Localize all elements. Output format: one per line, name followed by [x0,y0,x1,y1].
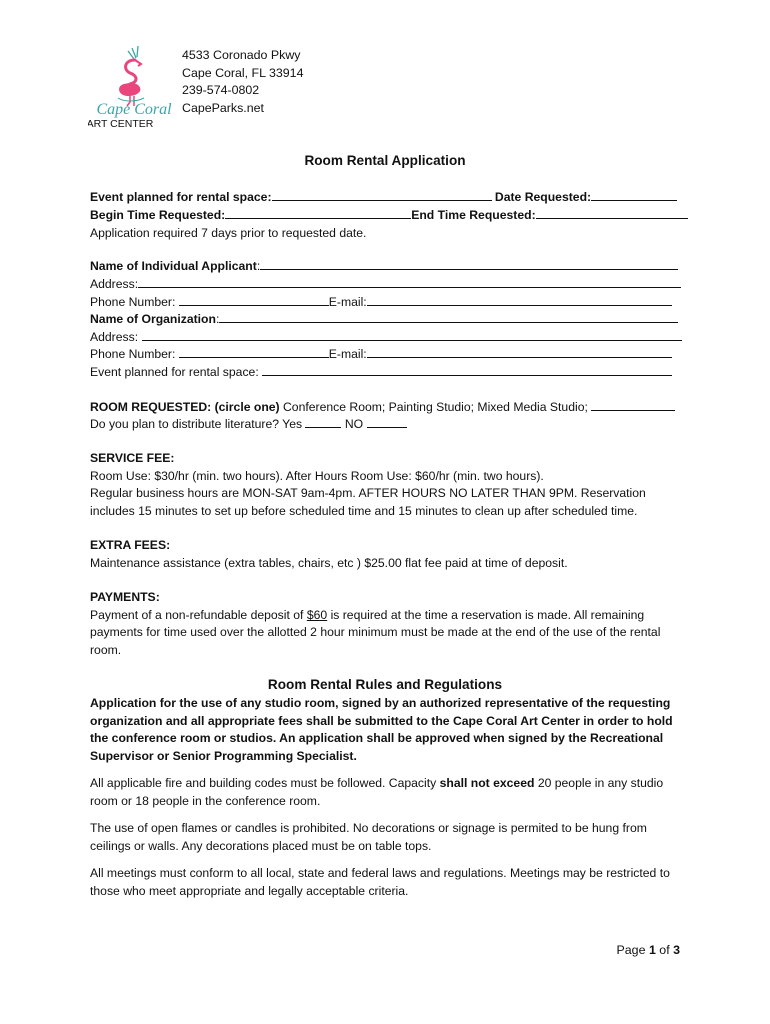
form-title: Room Rental Application [304,153,466,168]
address-block [182,47,303,117]
address-label-2: Address: [90,330,139,344]
capacity-bold: shall not exceed [439,776,535,790]
individual-label: Name of Individual Applicant [90,259,257,273]
rules-title: Room Rental Rules and Regulations [267,677,503,692]
event-planned-line-2 [90,364,682,380]
room-requested-line [90,399,682,415]
page-word: Page [616,943,646,957]
phone-line-2 [90,346,682,362]
organization-label: Name of Organization [90,312,216,326]
capacity-after: 20 people in any studio room or 18 people in the conference room. [90,776,664,808]
service-fee-section [90,450,682,520]
page-total: 3 [673,943,680,957]
event-planned-label-2: Event planned for rental space: [90,365,259,379]
time-line: Begin Time Requested: End Time Requested: [90,207,682,223]
address-field-1[interactable] [138,276,681,288]
event-planned-field[interactable] [272,189,492,201]
literature-question: Do you plan to distribute literature? Yes [90,417,303,431]
room-other-field[interactable] [591,399,675,411]
organization-line: Name of Organization: [90,311,682,327]
literature-no-field[interactable] [367,416,407,428]
rules-intro: Application for the use of any studio room, signed by an authorized representative of the requesting organization and all appropriate fees shall be submitted to the Cape Coral Art Center in order to hold the conference room or studios. An application shall be approved when signed by the Recreational Supervisor or Senior Programming Specialist. [90,696,673,763]
address-line-2 [90,329,682,345]
organization-field[interactable] [219,311,678,323]
address-label: Address: [90,277,139,291]
rules-laws: All meetings must conform to all local, state and federal laws and regulations. Meetings may be restricted to those who meet appropriate and legally acceptable criteria. [90,866,670,898]
rules-flames: The use of open flames or candles is prohibited. No decorations or signage is permited to be hung from ceilings or walls. Any decorations placed must be on table tops. [90,821,647,853]
address-street: 4533 Coronado Pkwy [182,48,301,62]
rules-capacity [90,775,682,810]
room-options: Conference Room; Painting Studio; Mixed Media Studio; [283,400,588,414]
extra-fees-section [90,537,682,572]
notice-text: Application required 7 days prior to requested date. [90,226,367,240]
payments-section [90,589,682,659]
logo-script-text: Cape Coral [96,101,172,118]
page-number [617,943,680,957]
literature-yes-field[interactable] [305,416,341,428]
individual-line: Name of Individual Applicant: [90,258,682,274]
payments-text-after: is required at the time a reservation is made. All remaining payments for time used over the allotted 2 hour minimum must be made at the end of the use of the rental room. [90,607,661,657]
flamingo-icon [88,42,180,132]
logo-caps-text: ART CENTER [88,118,154,130]
page-current: 1 [648,943,656,957]
service-fee-heading: SERVICE FEE: [90,451,175,465]
date-requested-label: Date Requested [494,190,588,204]
address-phone: 239-574-0802 [182,83,260,98]
event-planned-field-2[interactable] [262,364,672,376]
deposit-amount: $60 [306,607,328,622]
literature-line [90,416,682,432]
event-planned-label: Event planned for rental space [90,190,268,204]
cape-coral-art-center-logo [88,42,180,132]
payments-text-before: Payment of a non-refundable deposit of [90,607,304,622]
email-field-1[interactable] [367,294,672,306]
individual-field[interactable] [260,258,678,270]
address-website: CapeParks.net [182,100,264,115]
date-requested-field[interactable] [591,189,677,201]
extra-fees-heading: EXTRA FEES: [90,538,171,552]
room-requested-label: ROOM REQUESTED: (circle one) [90,400,280,414]
payments-heading: PAYMENTS: [90,590,160,604]
event-date-line: Event planned for rental space: Date Requested: [90,189,682,205]
end-time-field[interactable] [536,207,688,219]
service-fee-line2: Regular business hours are MON-SAT 9am-4pm. AFTER HOURS NO LATER THAN 9PM. Reservation includes 15 minutes to set up before scheduled time and 15 minutes to clean up after scheduled time. [90,486,646,518]
phone-field-2[interactable] [179,346,329,358]
address-line-1 [90,276,682,292]
begin-time-label: Begin Time Requested [90,208,222,222]
extra-fees-text: Maintenance assistance (extra tables, chairs, etc ) $25.00 flat fee paid at time of deposit. [90,555,568,570]
phone-label: Phone Number: [90,295,176,309]
email-field-2[interactable] [367,346,672,358]
capacity-before: All applicable fire and building codes must be followed. Capacity [90,776,437,790]
phone-line-1 [90,294,682,310]
end-time-label: End Time Requested [411,208,532,222]
phone-label-2: Phone Number: [90,347,176,361]
address-city: Cape Coral, FL 33914 [182,65,304,80]
service-fee-line1: Room Use: $30/hr (min. two hours). After Hours Room Use: $60/hr (min. two hours). [90,468,544,483]
email-label: E-mail: [328,295,367,309]
payments-text [90,607,682,660]
address-field-2[interactable] [142,329,682,341]
of-word: of [659,943,670,957]
begin-time-field[interactable] [225,207,411,219]
email-label-2: E-mail: [328,347,367,361]
literature-no-label: NO [344,417,364,431]
phone-field-1[interactable] [179,294,329,306]
